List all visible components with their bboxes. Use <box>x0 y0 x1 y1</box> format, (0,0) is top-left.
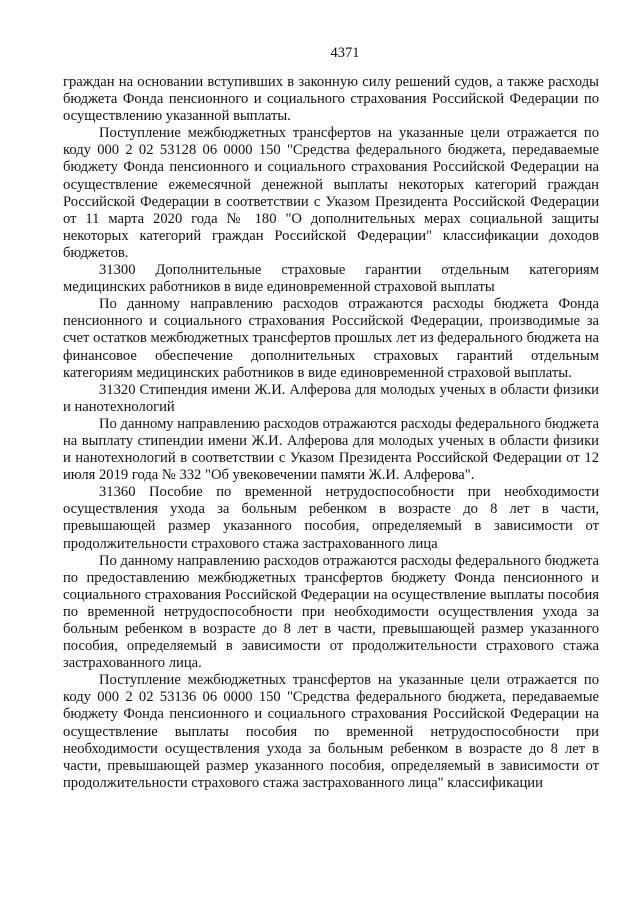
heading-31320: 31320 Стипендия имени Ж.И. Алферова для молодых ученых в области физики и нанотехнологий <box>63 381 599 415</box>
paragraph-receipt-code-53128: Поступление межбюджетных трансфертов на указанные цели отражается по коду 000 2 02 53128 06 0000 150 "Средства федерального бюджета, передаваемые бюджету Фонда пенсионного и социального страхования Российской Федерации на осуществление ежемесячной денежной выплаты некоторых категорий граждан Российской Федерации в соответствии с Указом Президента Российской Федерации от 11 марта 2020 года № 180 "О дополнительных мерах социальной защиты некоторых категорий граждан Российской Федерации" классификации доходов бюджетов. <box>63 125 599 261</box>
page-number: 4371 <box>330 45 360 61</box>
paragraph-31300-description: По данному направлению расходов отражаются расходы бюджета Фонда пенсионного и социального страхования Российской Федерации, производимые за счет остатков межбюджетных трансфертов прошлых лет из федерального бюджета на финансовое обеспечение дополнительных страховых гарантий отдельным категориям медицинских работников в виде единовременной страховой выплаты. <box>63 296 599 381</box>
document-page <box>63 44 599 792</box>
paragraph-continuation: граждан на основании вступивших в законную силу решений судов, а также расходы бюджета Фонда пенсионного и социального страхования Российской Федерации по осуществлению указанной выплаты. <box>63 74 599 125</box>
heading-31360: 31360 Пособие по временной нетрудоспособности при необходимости осуществления ухода за больным ребенком в возрасте до 8 лет в части, превышающей размер указанного пособия, определяемый в зависимости от продолжительности страхового стажа застрахованного лица <box>63 484 599 552</box>
heading-31300: 31300 Дополнительные страховые гарантии отдельным категориям медицинских работников в виде единовременной страховой выплаты <box>63 262 599 296</box>
document-body <box>63 74 599 792</box>
paragraph-31360-description: По данному направлению расходов отражаются расходы федерального бюджета по предоставлению межбюджетных трансфертов бюджету Фонда пенсионного и социального страхования Российской Федерации на осуществление выплаты пособия по временной нетрудоспособности при необходимости осуществления ухода за больным ребенком в возрасте до 8 лет в части, превышающей размер указанного пособия, определяемый в зависимости от продолжительности страхового стажа застрахованного лица. <box>63 552 599 672</box>
paragraph-receipt-code-53136: Поступление межбюджетных трансфертов на указанные цели отражается по коду 000 2 02 53136 06 0000 150 "Средства федерального бюджета, передаваемые бюджету Фонда пенсионного и социального страхования Российской Федерации на осуществление выплаты пособия по временной нетрудоспособности при необходимости осуществления ухода за больным ребенком в возрасте до 8 лет в части, превышающей размер указанного пособия, определяемый в зависимости от продолжительности страхового стажа застрахованного лица" классификации <box>63 672 599 791</box>
paragraph-31320-description: По данному направлению расходов отражаются расходы федерального бюджета на выплату стипендии имени Ж.И. Алферова для молодых ученых в области физики и нанотехнологий в соответствии с Указом Президента Российской Федерации от 12 июля 2019 года № 332 "Об увековечении памяти Ж.И. Алферова". <box>63 415 599 484</box>
